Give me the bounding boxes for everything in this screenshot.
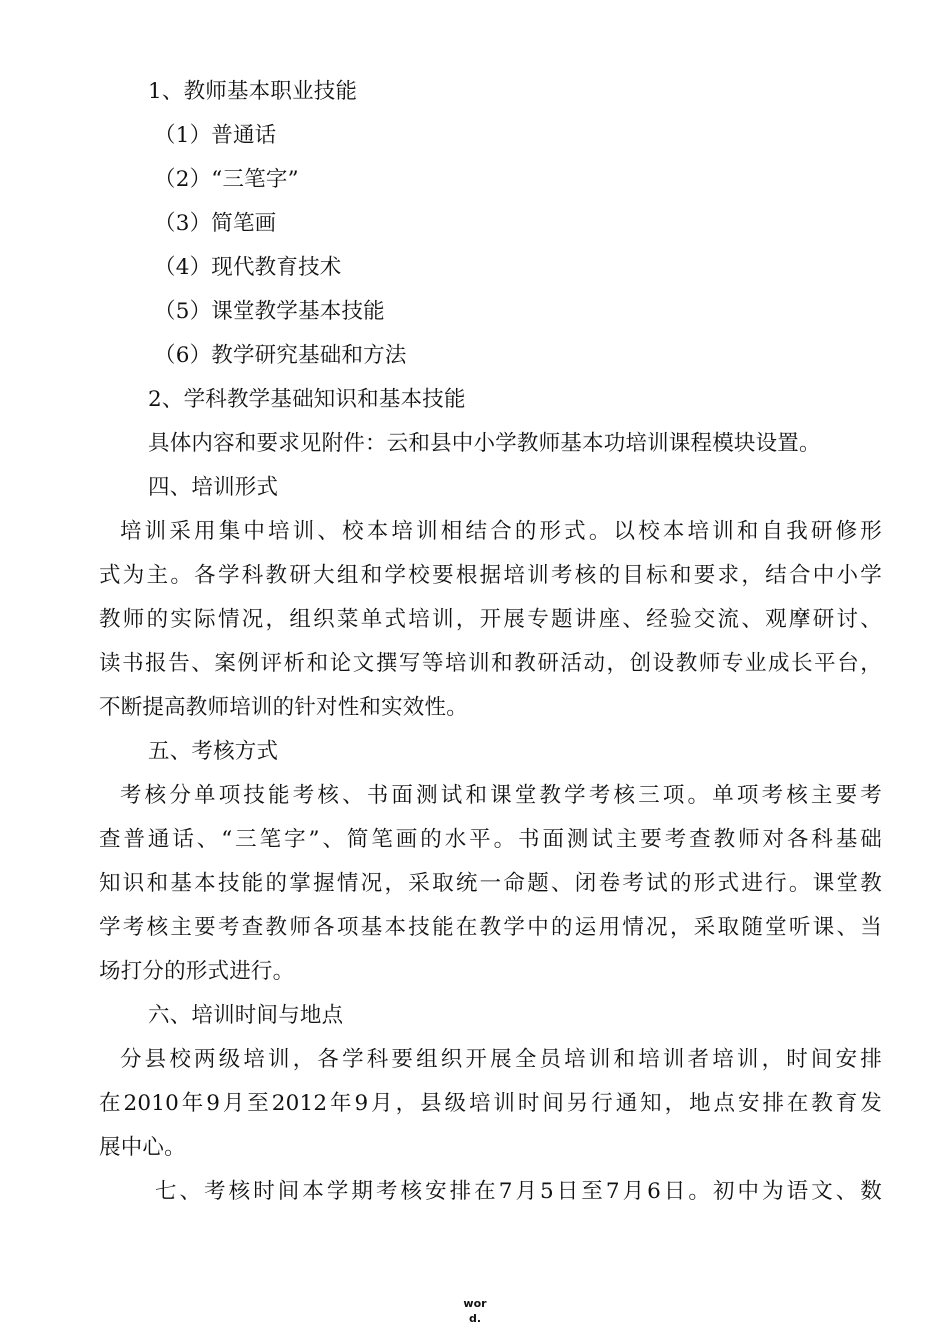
footer-text: d. [468,1312,482,1325]
paragraph-line: 不断提高教师培训的针对性和实效性。 [99,695,468,720]
paragraph-line: 教师的实际情况，组织菜单式培训，开展专题讲座、经验交流、观摩研讨、 [99,607,882,632]
list-item: （1）普通话 [154,123,277,148]
section-heading-time-place: 六、培训时间与地点 [148,1003,344,1028]
list-item: （2）“三笔字” [154,167,299,192]
list-item: （3）简笔画 [154,211,277,236]
section-heading-assessment: 五、考核方式 [148,739,279,764]
paragraph-line: 考核分单项技能考核、书面测试和课堂教学考核三项。单项考核主要考 [120,783,882,808]
footer-text: wor [463,1297,487,1310]
paragraph-line: 读书报告、案例评析和论文撰写等培训和教研活动，创设教师专业成长平台， [99,651,882,676]
list-item: （5）课堂教学基本技能 [154,299,385,324]
section-heading-assessment-time: 七、考核时间本学期考核安排在7月5日至7月6日。初中为语文、数 [155,1179,882,1204]
heading-basic-skills: 1、教师基本职业技能 [148,79,358,104]
paragraph-line: 场打分的形式进行。 [99,959,295,984]
list-item: （6）教学研究基础和方法 [154,343,407,368]
paragraph-line: 知识和基本技能的掌握情况，采取统一命题、闭卷考试的形式进行。课堂教 [99,871,882,896]
heading-subject-knowledge: 2、学科教学基础知识和基本技能 [148,387,466,412]
paragraph-line: 式为主。各学科教研大组和学校要根据培训考核的目标和要求，结合中小学 [99,563,882,588]
paragraph-line: 在2010年9月至2012年9月，县级培训时间另行通知，地点安排在教育发 [99,1091,882,1116]
section-heading-training-form: 四、培训形式 [148,475,279,500]
list-item: （4）现代教育技术 [154,255,342,280]
paragraph-line: 具体内容和要求见附件：云和县中小学教师基本功培训课程模块设置。 [148,431,821,456]
paragraph-line: 展中心。 [99,1135,186,1160]
paragraph-line: 查普通话、“三笔字”、简笔画的水平。书面测试主要考查教师对各科基础 [99,827,882,852]
paragraph-line: 分县校两级培训，各学科要组织开展全员培训和培训者培训，时间安排 [120,1047,882,1072]
paragraph-line: 学考核主要考查教师各项基本技能在教学中的运用情况，采取随堂听课、当 [99,915,882,940]
paragraph-line: 培训采用集中培训、校本培训相结合的形式。以校本培训和自我研修形 [120,519,882,544]
